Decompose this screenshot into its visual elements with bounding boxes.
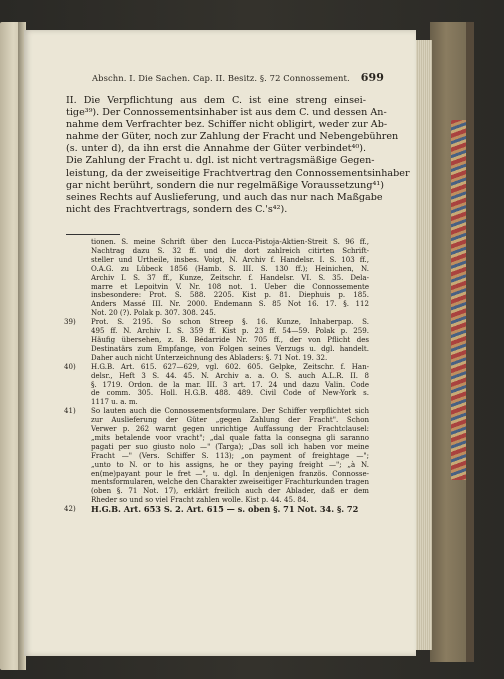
running-header bbox=[92, 71, 384, 84]
footnote-text: H.G.B. Art. 615. 627—629, vgl. 602. 605. Gelpke, Zeitschr. f. Han- bbox=[91, 361, 369, 371]
footnote-number bbox=[64, 452, 91, 461]
footnote-text: Archiv I. S. 37 ff., Kunze, Zeitschr. f. Handelsr. VI. S. 35. Dela- bbox=[91, 272, 369, 282]
footnote-number bbox=[64, 265, 91, 274]
page-stack bbox=[414, 40, 432, 650]
footnote-text: O.A.G. zu Lübeck 1856 (Hamb. S. III. S. 130 ff.); Heinichen, N. bbox=[91, 263, 369, 273]
footnote-number bbox=[64, 478, 91, 487]
main-text-line: (s. unter d), da ihn erst die Annahme der Güter verbindet⁴⁰). bbox=[66, 143, 366, 155]
footnote-text: tionen. S. meine Schrift über den Lucca-Pistoja-Aktien-Streit S. 96 ff., bbox=[91, 237, 369, 246]
footnote-number bbox=[64, 274, 91, 283]
main-text-line: Die Zahlung der Fracht u. dgl. ist nicht vertragsmäßige Gegen- bbox=[66, 155, 375, 167]
footnote-text: „unto to N. or to his assigns, he or they paying freight —"; „à N. bbox=[91, 459, 369, 469]
footnote-number bbox=[64, 345, 91, 354]
footnote-text: pagati per suo giusto nolo —" (Targa); „Das soll ich haben vor meine bbox=[91, 441, 369, 451]
footnote-text: Prot. S. 2195. So schon Streep §. 16. Kunze, Inhaberpap. S. bbox=[91, 317, 369, 327]
main-text-line: nahme der Güter, noch zur Zahlung der Fracht und Nebengebühren bbox=[66, 131, 399, 143]
header-title: Abschn. I. Die Sachen. Cap. II. Besitz. §. 72 Connossement. bbox=[92, 73, 350, 83]
footnote-text: marre et Lepoitvin V. Nr. 108 not. 1. Ueber die Connossemente bbox=[91, 281, 369, 291]
page-number: 699 bbox=[360, 71, 384, 84]
main-paragraph bbox=[66, 95, 410, 216]
footnote-text: Anders Massé III. Nr. 2000. Endemann S. 85 Not 16. 17. §. 112 bbox=[91, 299, 369, 309]
footnote-number bbox=[64, 487, 91, 496]
footnote-number bbox=[64, 381, 91, 390]
footnote-text: H.G.B. Art. 653 S. 2. Art. 615 — s. oben §. 71 Not. 34. §. 72 bbox=[91, 504, 359, 515]
footnote-number bbox=[64, 336, 91, 345]
footnote-number bbox=[64, 256, 91, 265]
footnote-text: §. 1719. Ordon. de la mar. III. 3 art. 17. 24 und dazu Valin. Code bbox=[91, 379, 369, 389]
footnote-number bbox=[64, 425, 91, 434]
footnote-text: „mits betalende voor vracht"; „dal quale fatta la consegna gli saranno bbox=[91, 432, 369, 442]
main-text-line: nicht des Frachtvertrags, sondern des C.'s⁴²). bbox=[66, 203, 288, 215]
footnote-rule bbox=[66, 234, 120, 235]
footnote-text: Destinatärs zum Empfange, von Folgen seines Verzugs u. dgl. handelt. bbox=[91, 343, 369, 353]
footnotes bbox=[64, 238, 369, 514]
main-text-line: leistung, da der zweiseitige Frachtvertrag den Connossementsinhaber bbox=[66, 167, 410, 179]
footnote-number bbox=[64, 283, 91, 292]
main-text-line: II. Die Verpflichtung aus dem C. ist eine streng einsei- bbox=[66, 95, 366, 106]
cover-edge bbox=[466, 22, 474, 662]
footnote-number bbox=[64, 300, 91, 309]
footnote-text: zur Auslieferung der Güter „gegen Zahlung der Fracht". Schon bbox=[91, 415, 369, 425]
footnote-number bbox=[64, 389, 91, 398]
footnote-text: Verwer p. 262 warnt gegen unrichtige Auffassung der Frachtclausel: bbox=[91, 424, 369, 434]
footnote-number bbox=[64, 434, 91, 443]
footnote-number bbox=[64, 372, 91, 381]
footnote-text: en(me)payant pour le fret —", u. dgl. In denjenigen französ. Connosse- bbox=[91, 468, 369, 478]
footnote-number: 42) bbox=[64, 504, 76, 514]
footnote-number bbox=[64, 247, 91, 256]
footnote-text: insbesondere: Prot. S. 588. 2205. Kist p. 81. Diephuis p. 185. bbox=[91, 290, 369, 300]
footnote-text: 495 ff. N. Archiv I. S. 359 ff. Kist p. 23 ff. 54—59. Polak p. 259. bbox=[91, 326, 369, 336]
footnote-number: 39) bbox=[64, 317, 76, 327]
footnote-text: de comm. 305. Holl. H.G.B. 488. 489. Civil Code of New-York s. bbox=[91, 388, 369, 398]
footnote-text: Not. 20 (?). Polak p. 307. 308. 245. bbox=[91, 308, 216, 318]
footnote-number bbox=[64, 443, 91, 452]
footnote-number bbox=[64, 470, 91, 479]
footnote-text: 1117 u. a. m. bbox=[91, 397, 138, 407]
footnote-text: Häufig übersehen, z. B. Bédarride Nr. 705 ff., der von Pflicht des bbox=[91, 334, 369, 344]
footnote-number: 40) bbox=[64, 361, 76, 371]
footnote-number bbox=[64, 416, 91, 425]
footnote-number bbox=[64, 327, 91, 336]
footnote-text: Nachtrag dazu S. 32 ff. und die dort zahlreich citirten Schrift- bbox=[91, 245, 369, 255]
footnote-text: Fracht —" (Vers. Schiffer S. 113); „on payment of freightage —"; bbox=[91, 450, 369, 460]
footnote-number bbox=[64, 461, 91, 470]
footnote-text: Rheder so und so viel Fracht zahlen wolle. Kist p. 44. 45. 84. bbox=[91, 495, 309, 505]
main-text-line: gar nicht berührt, sondern die nur regelmäßige Voraussetzung⁴¹) bbox=[66, 179, 384, 191]
footnote-number bbox=[64, 238, 91, 247]
footnote-text: So lauten auch die Connossementsformulare. Der Schiffer verpflichtet sich bbox=[91, 406, 369, 416]
footnote-text: delsr., Heft 3 S. 44. 45. N. Archiv a. a. O. S. auch A.L.R. II. 8 bbox=[91, 370, 369, 380]
footnote-text: Daher auch nicht Unterzeichnung des Abladers: §. 71 Not. 19. 32. bbox=[91, 352, 328, 362]
main-text-line: tige³⁹). Der Connossementsinhaber ist aus dem C. und dessen An- bbox=[66, 107, 387, 119]
footnote-number bbox=[64, 291, 91, 300]
footnote-text: mentsformularen, welche den Charakter zweiseitiger Frachturkunden tragen bbox=[91, 477, 369, 487]
footnote-number: 41) bbox=[64, 406, 76, 416]
footnote-line bbox=[64, 505, 369, 514]
footnote-text: (oben §. 71 Not. 17), erklärt freilich auch der Ablader, daß er dem bbox=[91, 486, 369, 496]
main-text-line: nahme dem Verfrachter bez. Schiffer nicht obligirt, weder zur Ab- bbox=[66, 119, 388, 131]
main-text-line: seines Rechts auf Auslieferung, und auch das nur nach Maßgabe bbox=[66, 191, 383, 203]
footnote-text: steller und Urtheile, insbes. Voigt, N. Archiv f. Handelsr. I. S. 103 ff., bbox=[91, 254, 369, 264]
